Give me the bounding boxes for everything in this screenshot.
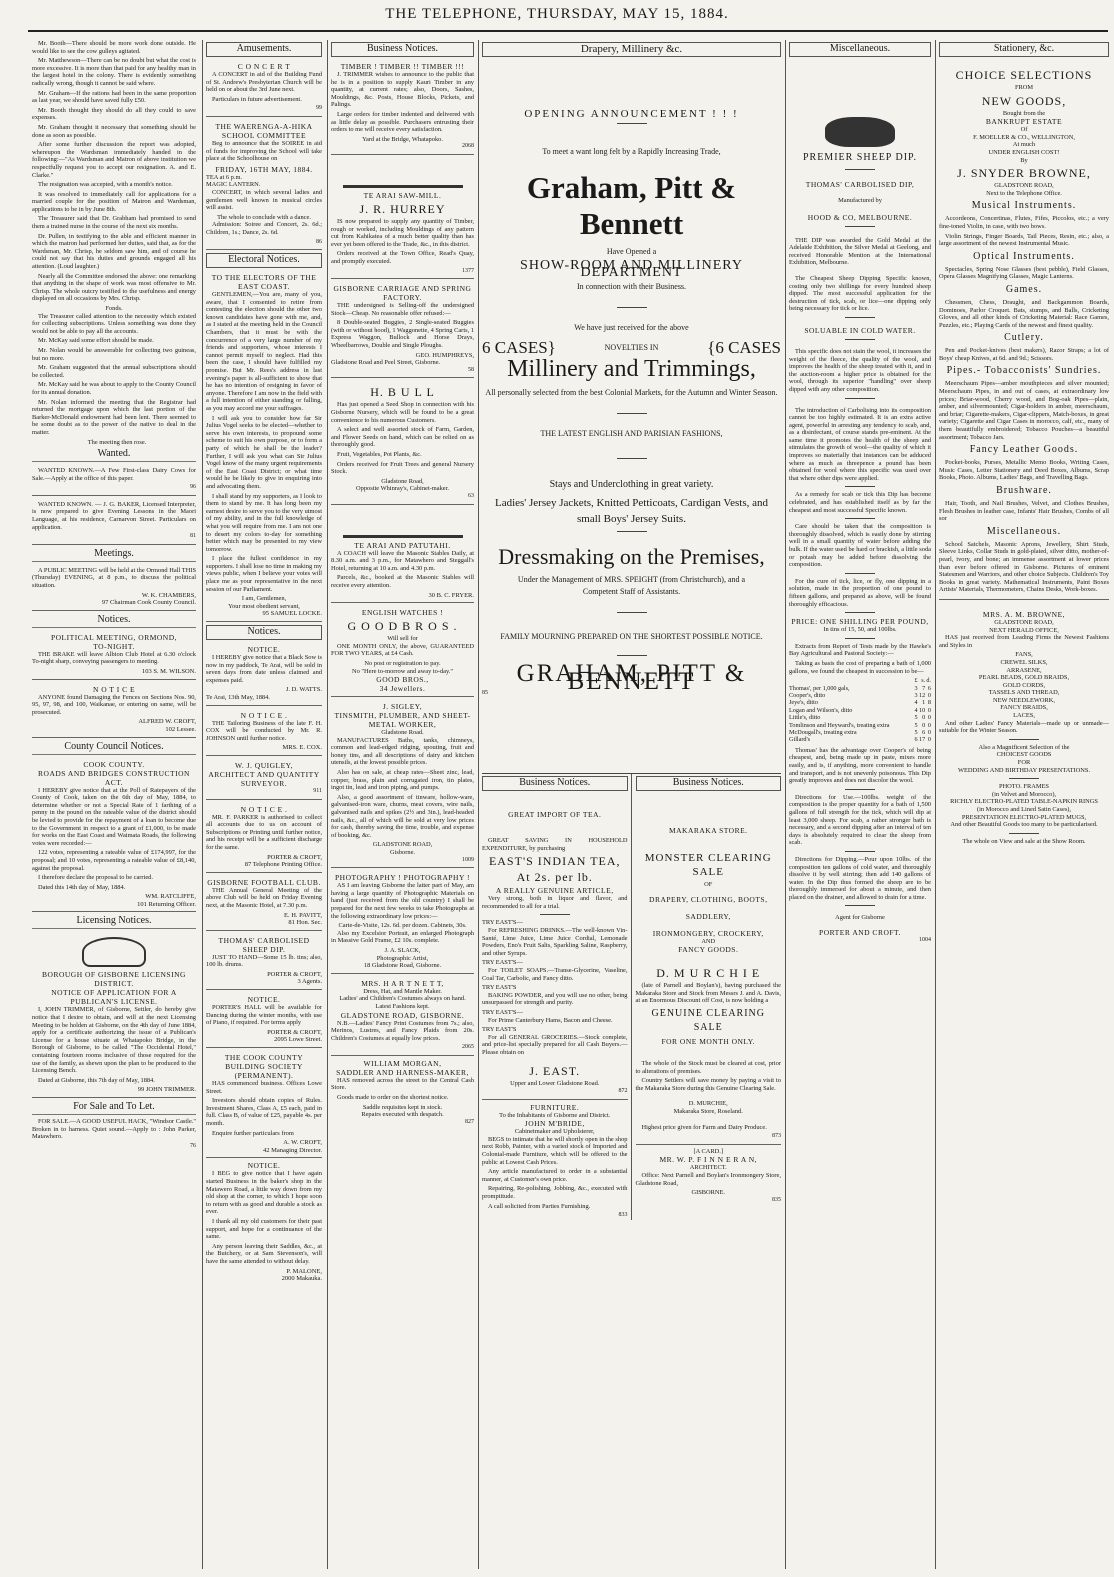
furniture-ad: FURNITURE. To the Inhabitants of Gisborne and District. JOHN M'BRIDE, Cabinetmaker and Upholsterer, BEGS to intimate that he will shortly open in the shop next Robb, Painter, with a varied stock of Imported and Colonial-made Furniture, which will be offered to the public at Lowest Cash Prices. Any article manufactured to order in a substantial manner, at Customer's own price. Repairing, Re-polishing, Jobbing, &c., executed with promptitude. A call solicited from Parties Furnishing. 833 <box>482 1102 628 1219</box>
column-4 <box>482 40 781 1571</box>
county-council-notice: COOK COUNTY. ROADS AND BRIDGES CONSTRUCTION ACT. I HEREBY give notice that at the Poll of Ratepayers of the County of Cook, taken on the 6th day of May, 1884, to determine whether or not a Special Rate of 1 farthing of a penny in the pound on the rateable value of the district should be levied to provide for the repayment of a loan to become due to the Government in respect to a grant of £1,000, to be made for works on the East Coast and Waimata Roads, the following votes were recorded:— 122 votes, representing a rateable value of £174,997, for the proposal; and 10 votes, representing a rateable value of £8,140, against the proposal. I therefore declare the proposal to be carried. Dated this 14th day of May, 1884. WM. RATCLIFFE, 101 Returning Officer. <box>32 758 196 913</box>
brand-heading: Graham, Pitt & Bennett <box>526 169 737 241</box>
sow-notice: NOTICE. I HEREBY give notice that a Black Sow is now in my paddock, Te Arai, will be sold in seven days from date unless claimed and expenses paid. J. D. WATTS. Te Arai, 13th May, 1884. <box>206 643 322 706</box>
table-row: Cooper's, ditto 3 12 0 <box>789 691 931 699</box>
political-meeting-ad: POLITICAL MEETING, ORMOND, TO-NIGHT. THE BRAKE will leave Albion Club Hotel at 6.30 o'clock To-night sharp, conveying passengers to meeting. 103 S. M. WILSON. <box>32 631 196 680</box>
architect-card-ad: [A CARD.] MR. W. P. F I N N E R A N, ARCHITECT. Office: Next Parnell and Boylan's Ironmongery Store, Gladstone Road, GISBORNE. 835 <box>635 1147 781 1203</box>
licensing-notice: BOROUGH OF GISBORNE LICENSING DISTRICT. NOTICE OF APPLICATION FOR A PUBLICAN'S LICENSE. I, JOHN TRIMMER, of Gisborne, Settler, do hereby give notice that I desire to obtain, and will at the next Licensing Meeting to be holden at Gisborne, on the 4th day of June 1884, apply for a certificate authorizing the issue of a Publican's License for a house situate at Whatapoko Bridge, in the Borough of Gisborne, to be called "The Occidental Hotel," containing fourteen rooms inclusive of those required for the use of the family, as shewn upon the plan to be produced to the Licensing Bench. Dated at Gisborne, this 7th day of May, 1884. 99 JOHN TRIMMER. <box>32 932 196 1098</box>
saddler-ad: WILLIAM MORGAN, SADDLER AND HARNESS-MAKER, HAS removed across the street to the Central Cash Store. Goods made to order on the shortest notice. Saddle requisites kept in stock. Repairs executed with despatch. 827 <box>331 1058 474 1125</box>
section-title-electoral: Electoral Notices. <box>206 253 322 268</box>
report-paragraph: The resignation was accepted, with a month's notice. <box>38 181 173 189</box>
section-title-licensing: Licensing Notices. <box>32 915 196 929</box>
report-paragraph: Mr. Booth thought they should do all they could to save expenses. <box>32 106 196 122</box>
column-divider <box>935 40 936 1569</box>
report-paragraph: Mr. Nolan would be answerable for collecting two guineas, but no more. <box>32 346 196 362</box>
section-title-wanted: Wanted. <box>32 448 196 462</box>
report-paragraph: Mr. Matthewson—There can be no doubt but what the cost is more excessive. It is more than that paid for any healthy man in the largest hotel in the colony. There is evidently something radically wrong, though it cannot be said where. <box>32 57 196 87</box>
watches-ad: ENGLISH WATCHES ! G O O D B R O S . Will sell for ONE MONTH ONLY, the above, GUARANTEED FOR TWO YEARS, at £4 Cash. No post or registration to pay. No "Here to-morrow and away to-day." GOOD BROS., 34 Jewellers. <box>331 606 474 697</box>
column-divider <box>785 40 786 1569</box>
report-paragraph: After some further discussion the report was adopted, whereupon the Wardsman immediately handed in the following:—"As Wardsman and Matron of above institution we respectfully request you to accept our resignation. A. and E. Clarke." <box>32 141 196 179</box>
report-paragraph: Mr. Graham thought it necessary that something should be done as soon as possible. <box>32 123 196 139</box>
sheep-dip-ad: PREMIER SHEEP DIP. THOMAS' CARBOLISED DIP, Manufactured by HOOD & CO, MELBOURNE. THE DIP was awarded the Gold Medal at the Adelaide Exhibition, the Silver Medal at Geelong, and received Honorable Mention at the International Exhibition, Melbourne. The Cheapest Sheep Dipping Specific known, costing only two shillings for every hundred sheep dipped. The most successful application for the destruction of tick, scab, or lice—one dipping only being necessary for tick or lice. SOLUABLE IN COLD WATER. This specific does not stain the wool, it increases the weight of the fleece, the quality of the wool, and improves the health of the sheep treated with it, and in the auction-room a higher price is obtained for the wool, through its superior "handling" over sheep dipped with any other composition. The introduction of Carbolising into its composition cannot be too highly estimated. It is an extra active agent, powerful in arresting any tendency to scab, and, as a disinfectant, of course stands pre-eminent. At the same time it promotes the health of the sheep and stimulates the growth of wool—the quality of which it improves so materially that instances can be adduced where as much as threepence a pound has been obtained for wool where this specific was used over that where other dips were applied. As a remedy for scab or tick this Dip has become celebrated, and has established itself as by far the cheapest and most successful Specific known. Care should be taken that the composition is thoroughly dissolved, which is easily done by stirring well in a small quantity of water before adding the bulk. If the water used be hard or brackish, a little soda or potash may be added before dissolving the composition. For the cure of tick, lice, or fly, one dipping in a solution, made in the proportion of one pound to fifteen gallons, and prepared as above, will be found thoroughly efficacious. PRICE: ONE SHILLING PER POUND, In tins of 15, 50, and 100lbs. Extracts from Report of Tests made by the Hawke's Bay Agricultural and Pastoral Society:— Taking as basis the cost of preparing a bath of 1,000 gallons, we found the cheapest in succession to be— £ s. d. Thomas', per 1,000 gals, 3 7 6 Cooper's, ditto 3 12 0 Jeye's, ditto 4 1 8 Logan and Wilson's, ditto 4 10 0 Little's, ditto 5 0 0 Tomlinson and Heyward's, treating extra 5 0 0 McDougall's, treating extra 5 6 0 Gillard's 6 17 0 Thomas' has the advantage over Cooper's of being cheapest, and, being made up in paste, mixes more easily, and is, if anything, more convenient to handle and transport, and is not unevenly poisonous. This Dip greatly improves and does not discolor the wool. Directions for Use.—100lbs. weight of the composition is the proper quantity for a bath of 1,500 gallons of full strength for the tick, which will dip at least 3,000 sheep. For scab, a rather stronger bath is necessary, and a second dipping after an interval of ten days is absolutely required to clear the sheep from scab. Directions for Dipping.—Pour upon 10lbs. of the composition ten gallons of cold water, and thoroughly dissolve it by well stirring; then add 140 gallons of water. In the Dip thus formed the sheep are to be thoroughly immersed for about a minute, and then placed on the drainer, and allowed to drain for a time. Agent for Gisborne PORTER AND CROFT. 1004 <box>789 117 931 945</box>
section-title-notices: Notices. <box>32 614 196 628</box>
meeting-report <box>32 40 196 446</box>
section-title-business: Business Notices. <box>482 776 628 791</box>
section-title-county-council: County Council Notices. <box>32 741 196 755</box>
mrs-browne-ad: MRS. A. M. BROWNE, GLADSTONE ROAD, NEXT HERALD OFFICE, HAS just received from Leading Firms the Newest Fashions and Styles in FANS, CREWEL SILKS, ARRASENE, PEARL BEADS, GOLD BRAIDS, GOLD CORDS, TASSELS AND THREAD, NEW NEEDLEWORK, FANCY BRAIDS, LACES, And other Ladies' Fancy Materials—made up or unmade—suitable for the Winter Season. Also a Magnificent Selection of the CHOICEST GOODS FOR WEDDING AND BIRTHDAY PRESENTATIONS. PHOTO. FRAMES (in Velvet and Morocco), RICHLY ELECTRO-PLATED TABLE-NAPKIN RINGS (in Morocco and Lined Satin Cases), PRESENTATION ELECTRO-PLATED MUGS, And other Beautiful Goods too many to be particularised. The whole on View and sale at the Show Room. <box>939 609 1109 845</box>
public-meeting-ad: A PUBLIC MEETING will be held at the Ormond Hall THIS (Thursday) EVENING, at 8 p.m., to discuss the political situation. W. K. CHAMBERS, 97 Chairman Cook County Council. <box>32 565 196 611</box>
coach-ad: TE ARAI AND PATUTAHI. A COACH will leave the Masonic Stables Daily, at 8.30 a.m. and 3 p.m., for Matawhero and Steggall's Hotel, returning at 10 a.m. and 4.30 p.m. Parcels, &c., booked at the Masonic Stables will receive every attention. 30 B. C. FRYER. <box>331 508 474 604</box>
report-paragraph: It was resolved to immediately call for applications for a married couple for the position of Matron and Wardsman, applications to be in by June 8th. <box>32 190 196 213</box>
east-tea-ad: GREAT IMPORT OF TEA. GREAT SAVING IN HOUSEHOLD EXPENDITURE, by purchasing EAST'S INDIAN TEA, At 2s. per lb. A REALLY GENUINE ARTICLE, Very strong, both in liquor and flavor, and recommended to all for a trial. TRY EAST'S— For REFRESHING DRINKS.—The well-known Vin-Santé, Lime Juice, Lime Juice Cordial, Lemonade Powders, Eno's Fruit Salts, Sparkling Saline, Raspberry, and other Syrups. TRY EAST'S— For TOILET SOAPS.—Transe-Glycerine, Vaseline, Coal Tar, Carbolic, and Fancy ditto. TRY EAST'S BAKING POWDER, and you will use no other, being unsurpassed for strength and purity. TRY EAST'S— For Prime Canterbury Hams, Bacon and Cheese. TRY EAST'S For all GENERAL GROCERIES.—Stock complete, and price-list specially prepared for all Cash Buyers.—Please obtain on J. EAST. Upper and Lower Gladstone Road. 872 <box>482 794 628 1100</box>
report-paragraph: Mr. Booth—There should be more work done outside. He would like to see the cow gulleys agitated. <box>32 40 196 55</box>
collector-notice: N O T I C E . MR. F. PARKER is authorised to collect all accounts due to us on account of Subscriptions or Printing until further notice, and his receipt will be a sufficient discharge for the same. PORTER & CROFT, 87 Telephone Printing Office. <box>206 803 322 873</box>
opening-announcement: OPENING ANNOUNCEMENT ! ! ! <box>524 108 739 120</box>
sheep-illustration <box>825 117 895 147</box>
masthead: THE TELEPHONE, THURSDAY, MAY 15, 1884. <box>385 6 729 22</box>
timber-ad: TIMBER ! TIMBER !! TIMBER !!! J. TRIMMER wishes to announce to the public that he is in a position to supply Kauri Timber in any quantity, at current rates; also, Doors, Sashes, Mouldings, &c. Posts, House Blocks, Pickets, and Palings. Large orders for timber indented and delivered with as little delay as possible. Purchasers entrusting their orders to me will receive every satisfaction. Yard at the Bridge, Whatapoko. 2068 <box>331 60 474 155</box>
report-paragraph: The Treasurer said that Dr. Grabham had promised to send them a trained nurse in the course of the next six months. <box>32 215 196 231</box>
column-divider <box>478 40 479 1569</box>
cases-row: 6 CASES} NOVELTIES IN {6 CASES <box>482 337 781 357</box>
coat-of-arms-icon <box>82 937 146 967</box>
electoral-address: TO THE ELECTORS OF THE EAST COAST. GENTLEMEN,—You are, many of you, aware, that I consented to retire from contesting the election should the other two known candidates have gone with me, and, as I stated at the meeting held in the Council Chambers, that it must be with the concurrence of a very large number of my friends and supporters, whose interests I cannot permit myself to neglect. Had this been the case, I should have fulfilled my promise. But Mr. Rees's address in last evening's paper is all-sufficient to show that he has no intention of resigning in favor of anyone. Therefore I am now in the field with a full intention of either standing or falling, as you may accord me your suffrages. I will ask you to consider how far Sir Julius Vogel seeks to be elected—whether to serve his own interests, to propound some scheme to suit his own purpose, or to form a party of which he shall be the leader? Further, I will ask you what can Sir Julius Vogel know of the many urgent requirements of the East Coast District; or what time would he be likely to give in enquiring into and advocating them. I shall stand by my supporters, as I look to them to stand by me. It has long been my earnest desire to serve you to the very utmost of my ability, and in the full knowledge of what you will require from me. I am not one to desert my colors to-day for something better which may be presented to my view tomorrow. I place the fullest confidence in my supporters. I shall lose no time in making my views public, when I believe your votes will place me as your representative in the next session of our Parliament. I am, Gentlemen, Your most obedient servant, 95 SAMUEL LOCKE. <box>206 271 322 622</box>
photography-ad: PHOTOGRAPHY ! PHOTOGRAPHY ! AS I am leaving Gisborne the latter part of May, am having a large quantity of Photographic Materials on hand (just received from the old country) I shall be prepared for the next few weeks to take Photographs at the following extraordinary low prices:— Carte-de-Visite, 12s. 6d. per dozen. Cabinets, 30s. Also my Excelsior Portrait, an enlarged Photograph in Massive Gold Frame, £2 10s. complete. J. A. SLACK, Photographic Artist, 18 Gladstone Road, Gisborne. <box>331 871 474 974</box>
drapery-sub-columns <box>482 774 781 1220</box>
section-title-amusements: Amusements. <box>206 42 322 57</box>
report-subheading: Fonds. <box>105 305 123 312</box>
column-2 <box>206 40 322 1571</box>
masthead-rule <box>28 30 1108 32</box>
section-title-miscellaneous: Miscellaneous. <box>789 42 931 57</box>
section-title-business: Business Notices. <box>636 776 782 791</box>
table-row: Jeye's, ditto 4 1 8 <box>789 699 931 707</box>
snyder-browne-ad: CHOICE SELECTIONS FROM NEW GOODS, Bought from the BANKRUPT ESTATE Of F. MOELLER & CO., WELLINGTON, At much UNDER ENGLISH COST! By J. SNYDER BROWNE, GLADSTONE ROAD, Next to the Telephone Office. Musical Instruments. Accordeons, Concertinas, Flutes, Fifes, Piccolos, etc.; a very fine-toned Violin, in case, with two bows. Violin Strings, Finger Boards, Tail Pieces, Resin, etc.; also, a large assortment of the newest Instrumental Music. Optical Instruments. Spectacles, Spring Nose Glasses (best pebble), Field Glasses, Opera Glasses Magnifying Glasses, Magic Lanterns. Games. Chessmen, Chess, Draught, and Backgammon Boards, Dominoes, Parlor Croquet. Bats, stumps, and Balls, Cricketing Gloves, and all other kinds of Cricketing Material: Race Games, Puzzles, etc.; Playing Cards of the newest and finest quality. Cutlery. Pen and Pocket-knives (best makers), Razor Straps; a lot of Boys' cheap Knives, at 6d. and 9d.; Scissors. Pipes.- Tobacconists' Sundries. Meerschaum Pipes—amber mouthpieces and silver mounted; Meerschaum Pipes, in and out of cases, at extraordinary low prices; Briar-wood, Cherry wood, and Bog-oak Pipes—plain, amber, and silvermounted; Cigar-holders in amber, meerschaum, and briar; Cigarette-makers, Cigar-clippers, Match-boxes, in great variety; Cigarette and Cigar Cases in morocco, calf, etc., many of them beautifully embroidered; Tobacco Pouches—a beautiful assortment; Tobacco Jars. Fancy Leather Goods. Pocket-books, Purses, Metallic Memo Books, Writing Cases, Music Cases, Letter Stationery and Deed Boxes, Albums, Scrap Books, Photo. Albums, Ladies' Bags, and Travelling Bags. Brushware. Hair, Tooth, and Nail Brushes, Velvet, and Clothes Brushes, Flesh Brushes in leather case, Infants' Hair Brushes, Combs of all sor Miscellaneous. School Satchels, Masonic Aprons, Jewellery, Shirt Studs, Sleeve Links, Collar Studs in gold-plated, silver ditto, mother-of-pearl, ivory, and bone; an immense assortment at lower prices than ever before offered in Gisborne. Pictures of eminent Statesmen and Warriors, and other choice Subjects. Children's Toy Books in great variety. Mathematical Instruments, Paint Boxes Artists' Materials, Thermometers, Chains Desks, Work-boxes. <box>939 60 1109 600</box>
dip-cost-table: £ s. d. Thomas', per 1,000 gals, 3 7 6 Cooper's, ditto 3 12 0 Jeye's, ditto 4 1 8 Logan and Wilson's, ditto 4 10 0 Little's, ditto 5 0 0 Tomlinson and Heyward's, treating extra 5 0 0 McDougall's, treating extra 5 6 0 Gillard's 6 17 0 <box>789 677 931 744</box>
wanted-ad: WANTED KNOWN.—A Few First-class Dairy Cows for Sale.—Apply at the office of this paper. 96 <box>32 465 196 496</box>
makaraka-store-ad: MAKARAKA STORE. MONSTER CLEARING SALE OF DRAPERY, CLOTHING, BOOTS, SADDLERY, IRONMONGERY, CROCKERY, AND FANCY GOODS. D. M U R C H I E (late of Parnell and Boylan's), having purchased the Makaraka Store and Stock from Messrs J. and A. Davis, at an Enormous Discount off Cost, is now holding a GENUINE CLEARING SALE FOR ONE MONTH ONLY. The whole of the Stock must be cleared at cost, prior to alterations of premises. Country Settlers will save money by paying a visit to the Makaraka Store during this Genuine Clearing Sale. D. MURCHIE, Makaraka Store, Roseland. Highest price given for Farm and Dairy Produce. 873 <box>636 794 782 1145</box>
column-6 <box>939 40 1109 1571</box>
tailoring-notice: N O T I C E . THE Tailoring Business of the late F. H. COX will be conducted by Mr. R. JOHNSON until further notice. MRS. E. COX. <box>206 709 322 756</box>
carriage-factory-ad: GISBORNE CARRIAGE AND SPRING FACTORY. THE undersigned is Selling-off the undersigned Stock—Cheap. No reasonable offer refused:— 8 Double-seated Buggies, 2 Single-seated Buggies (with or without hood), 1 Waggonette, 4 Spring Carts, 1 Express Waggon, Bullock and Horse Drays, Wheelbarrows, Double and Single Ploughs. GEO. HUMPHREYS, Gladstone Road and Peel Street, Gisborne. 58 <box>331 282 474 378</box>
table-row: Tomlinson and Heyward's, treating extra 5 0 0 <box>789 721 931 729</box>
table-row: Little's, ditto 5 0 0 <box>789 714 931 722</box>
section-title-notices: Notices. <box>206 625 322 640</box>
saw-mill-illustration <box>343 163 463 188</box>
section-title-stationery: Stationery, &c. <box>939 42 1109 57</box>
hall-notice: NOTICE. PORTER'S HALL will be available for Dancing during the winter months, with use of Piano, if required. For terms apply PORTER & CROFT, 2095 Lowe Street. <box>206 993 322 1048</box>
column-5 <box>789 40 931 1571</box>
section-title-business: Business Notices. <box>331 42 474 57</box>
report-paragraph: Mr. McKay said he was about to apply to the County Council for its annual donation. <box>32 381 196 396</box>
column-divider <box>202 40 203 1569</box>
table-row: Gillard's 6 17 0 <box>789 736 931 744</box>
saw-mill-ad: TE ARAI SAW-MILL. J. R. HURREY IS now prepared to supply any quantity of Timber, rough or worked, including Mouldings of any pattern cut from Kahikatea of a much better quality than has ever yet been offered to the Trade, &c., in this district. Orders received at the Town Office, Read's Quay, and promptly executed. 1377 <box>331 158 474 279</box>
building-society-ad: THE COOK COUNTY BUILDING SOCIETY (PERMANENT). HAS commenced business. Offices Lowe Street. Investors should obtain copies of Rules. Investment Shares, Class A, £5 each, paid in full. Class B, of value of £25, payable 4s. per month. Enquire further particulars from A. W. CROFT, 42 Managing Director. <box>206 1051 322 1158</box>
makaraka-column <box>636 774 782 1220</box>
dressmaker-ad: MRS. H A R T N E T T, Dress, Hat, and Mantle Maker. Ladies' and Children's Costumes always on hand. Latest Fashions kept. GLADSTONE ROAD, GISBORNE. N.B.—Ladies' Fancy Print Costumes from 7s.; also, Merinos, Lustres, and Fancy Plaids from 20s. Children's Costumes at equally low prices. 2065 <box>331 977 474 1056</box>
table-row: Logan and Wilson's, ditto 4 10 0 <box>789 706 931 714</box>
school-soiree-ad: THE WAERENGA-A-HIKA SCHOOL COMMITTEE Beg to announce that the SOIREE in aid of funds for improving the School will take place at the Schoolhouse on FRIDAY, 16TH MAY, 1884. TEA at 6 p.m. MAGIC LANTERN. CONCERT, in which several ladies and gentlemen well known in musical circles will assist. The whole to conclude with a dance. Admission: Soiree and Concert, 2s. 6d.; Children, 1s.; Dance, 2s. 6d. 86 <box>206 120 322 250</box>
report-paragraph: Nearly all the Committee endorsed the above: one remarking that anything in the shape of work was most offensive to Mr. Chrisp. The whole outcry testified to the usefulness and energy displayed on all occasions by Mrs. Chrisp. <box>32 272 196 303</box>
table-row: Thomas', per 1,000 gals, 3 7 6 <box>789 684 931 692</box>
report-paragraph: The meeting then rose. <box>87 438 147 446</box>
section-title-for-sale: For Sale and To Let. <box>32 1101 196 1115</box>
coach-illustration <box>343 513 463 538</box>
table-row: McDougall's, treating extra 5 6 0 <box>789 728 931 736</box>
architect-ad: W. J. QUIGLEY, ARCHITECT AND QUANTITY SURVEYOR. 911 <box>206 759 322 800</box>
report-paragraph: Mr. Graham suggested that the annual subscriptions should be collected. <box>32 364 196 379</box>
football-club-notice: GISBORNE FOOTBALL CLUB. THE Annual General Meeting of the above Club will be held on Friday Evening next, at the Masonic Hotel, at 7.30 p.m. E. H. PAVITT, 81 Hon. Sec. <box>206 876 322 931</box>
column-1 <box>32 40 196 1571</box>
column-3 <box>331 40 474 1571</box>
tea-and-furniture-column <box>482 774 632 1220</box>
report-paragraph: Mr. Nolan informed the meeting that the Registrar had returned the mortgage upon which the last portion of the Barker-McDonald endowment had been lent. There seemed to be some doubt as to the power of the native to deal in the matter. <box>32 398 196 436</box>
sheep-dip-notice: THOMAS' CARBOLISED SHEEP DIP. JUST TO HAND—Some 15 lb. tins; also, 100 lb. drums. PORTER & CROFT, 3 Agents. <box>206 934 322 990</box>
column-divider <box>327 40 328 1569</box>
for-sale-ad: FOR SALE.—A GOOD USEFUL HACK, "Windsor Castle." Broken in to harness. Quiet sound.—Apply to : John Parker, Matawhero. 76 <box>32 1118 196 1149</box>
wanted-ad: WANTED KNOWN. — J. G. BAKER, Licensed Interpreter, is now prepared to give Evening Lessons in the Maori Language, at his residence, Carnarvon Street. Particulars on application. 81 <box>32 499 196 545</box>
report-paragraph: Dr. Pullen, in testifying to the able and efficient manner in which the matron had performed her duties, said that, as for the Wardsman, Mr. Chrisp, he seldom saw him, and of course he could not say that his duties and grounds engaged all his attention. (Loud laughter.) <box>32 232 196 271</box>
section-title-meetings: Meetings. <box>32 548 196 562</box>
bakery-notice: NOTICE. I BEG to give notice that I have again started Business in the baker's shop in the Matawero Road, a little way down from my old shop at the corner, to which I hope soon to return with as good and durable a stock as ever. I thank all my old customers for their past support, and hope for a continuance of the same. Any person leaving their Saddles, &c., at the Butchery, or at Sam Stevenson's, will have the same attended to without delay. P. MALONE, 2000 Makauka. <box>206 1161 322 1283</box>
tinsmith-ad: J. SIGLEY, TINSMITH, PLUMBER, AND SHEET-METAL WORKER, Gladstone Road. MANUFACTURES Baths, tanks, chimneys, common and lead-edged ridging, spouting, fruit and honey tins, and all descriptions of dairy and kitchen utensils, at the lowest possible prices. Also has on sale, at cheap rates—Sheet zinc, lead, copper, brass, plain and corrugated iron, tin plates, ingot tin, lead and iron piping, and pumps. Also, a good assortment of tinware, hollow-ware, galvanised-iron ware, churns, meat covers, wire nails, galvanised nails and spikes (2½ and 3in.), lead-headed nails, &c., all of which will be sold at very low prices for cash, thereby saving the time, trouble, and expense of booking, &c. GLADSTONE ROAD, Gisborne. 1009 <box>331 700 474 868</box>
report-paragraph: The Treasurer called attention to the necessity which existed for collecting subscriptions. Unless something was done they would not be able to pay all the accounts. <box>32 312 196 335</box>
fence-notice-ad: N O T I C E ANYONE found Damaging the Fences on Sections Nos. 90, 95, 97, 98, and 100, Waikanae, or entering on same, will be prosecuted. ALFRED W. CROFT, 102 Lessee. <box>32 683 196 738</box>
section-title-drapery: Drapery, Millinery &c. <box>482 42 781 57</box>
report-paragraph: Mr. Graham—If the rations had been in the same proportion as last year, we should have saved fully £50. <box>32 89 196 105</box>
graham-pitt-bennett-ad: OPENING ANNOUNCEMENT ! ! ! To meet a want long felt by a Rapidly Increasing Trade, Graham, Pitt & Bennett Have Opened a SHOW-ROOM AND MILLINERY DEPARTMENT In connection with their Business. We have just received for the above 6 CASES} NOVELTIES IN {6 CASES Millinery and Trimmings, All personally selected from the best Colonial Markets, for the Autumn and Winter Season. THE LATEST ENGLISH AND PARISIAN FASHIONS, Stays and Underclothing in great variety. Ladies' Jersey Jackets, Knitted Petticoats, Cardigan Vests, and small Boys' Jersey Suits. Dressmaking on the Premises, Under the Management of MRS. SPEIGHT (from Christchurch), and a Competent Staff of Assistants. FAMILY MOURNING PREPARED ON THE SHORTEST POSSIBLE NOTICE. GRAHAM, PITT & BENNETT 85 <box>482 111 781 774</box>
seed-shop-ad: H. B U L L Has just opened a Seed Shop in connection with his Gisborne Nursery, which will be found to be a great convenience to his numerous Customers. A select and well assorted stock of Farm, Garden, and Flower Seeds on hand, which can be relied on as thoroughly good. Fruit, Vegetables, Pot Plants, &c. Orders received for Fruit Trees and general Nursery Stock. Gladstone Road, Opposite Whinray's, Cabinet-maker. 63 <box>331 381 474 504</box>
report-paragraph: Mr. McKay said some effort should be made. <box>38 337 154 345</box>
concert-ad: C O N C E R T A CONCERT in aid of the Building Fund of St. Andrew's Presbyterian Church will be held on or about the 3rd June next. Particulars in future advertisement. 99 <box>206 60 322 117</box>
